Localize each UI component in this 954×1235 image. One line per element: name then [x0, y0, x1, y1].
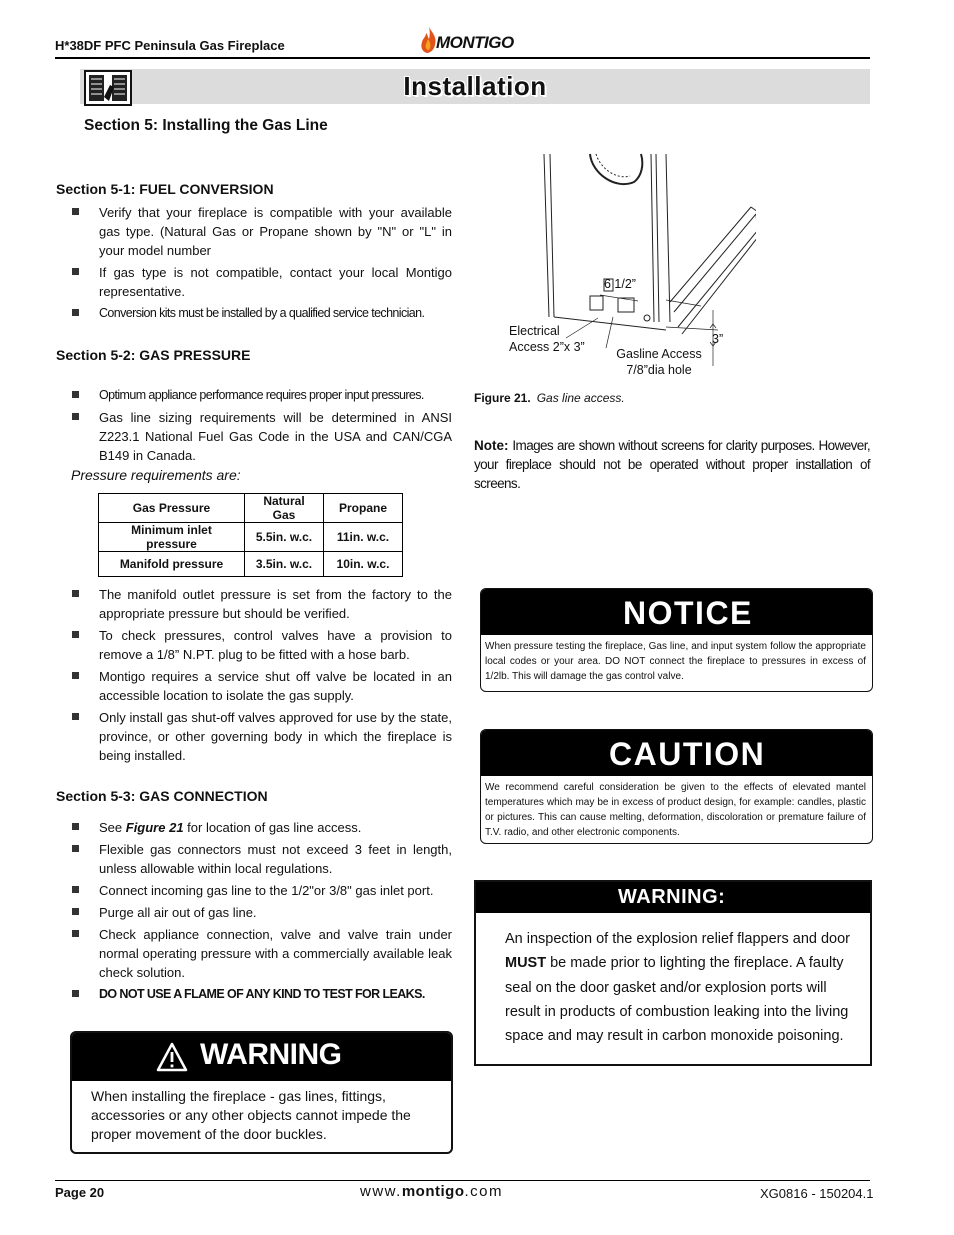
fuel-conversion-heading: Section 5-1: FUEL CONVERSION [56, 181, 274, 197]
warning-header [72, 1033, 451, 1081]
caution-box [480, 729, 873, 844]
notice-box [480, 588, 873, 692]
table-cell: 10in. w.c. [324, 552, 403, 577]
bullet-square-icon [72, 590, 79, 597]
table-cell: 3.5in. w.c. [245, 552, 324, 577]
pressure-table [98, 493, 403, 577]
document-title: H*38DF PFC Peninsula Gas Fireplace [55, 38, 285, 53]
dimension-label: 3” [712, 332, 724, 346]
list-item: Check appliance connection, valve and valve train under normal operating pressure with a commercially available leak check solution. [72, 925, 452, 982]
warning-triangle-icon [156, 1042, 188, 1072]
notice-body: When pressure testing the fireplace, Gas line, and input system follow the appropriate local codes or your area. DO NOT connect the fireplace to pressures in excess of 1/2lb. This will damage the gas control valve. [485, 641, 866, 682]
list-item: Gas line sizing requirements will be determined in ANSI Z223.1 National Fuel Gas Code in the USA and CAN/CGA B149 in Canada. [72, 408, 452, 465]
table-cell: Minimum inlet pressure [99, 523, 245, 552]
figure-21-link[interactable]: Figure 21 [125, 820, 184, 835]
bullet-square-icon [72, 268, 79, 275]
caution-body: We recommend careful consideration be given to the effects of elevated mantel temperatures which may be in excess of product design, for example: candles, plastic or pictures. This can cause melting, deformation, discoloration or premature failure of T.V. radio, and other electronic components. [485, 782, 866, 838]
table-cell: Manifold pressure [99, 552, 245, 577]
installation-banner [80, 69, 870, 104]
table-row [99, 523, 403, 552]
electrical-access-label: Electrical Access 2”x 3” [509, 324, 585, 354]
gas-connection-list [72, 818, 452, 1004]
dimension-label: 6 1/2” [604, 277, 636, 291]
bullet-square-icon [72, 713, 79, 720]
bullet-square-icon [72, 391, 79, 398]
montigo-logo [418, 25, 513, 57]
bullet-square-icon [72, 990, 79, 997]
list-item: Optimum appliance performance requires proper input pressures. [72, 386, 452, 405]
notice-title: NOTICE [481, 589, 872, 635]
page-number: Page 20 [55, 1185, 105, 1200]
figure-caption: Figure 21. Gas line access. [474, 391, 625, 405]
gas-pressure-list-2 [72, 585, 452, 765]
footer-rule [55, 1180, 870, 1181]
gas-pressure-list [72, 386, 452, 465]
list-item: To check pressures, control valves have a provision to remove a 1/8” N.PT. plug to be fitted with a hose barb. [72, 626, 452, 664]
bullet-square-icon [72, 413, 79, 420]
gas-connection-heading: Section 5-3: GAS CONNECTION [56, 788, 268, 804]
bullet-square-icon [72, 823, 79, 830]
bullet-square-icon [72, 886, 79, 893]
bullet-square-icon [72, 631, 79, 638]
list-item: Connect incoming gas line to the 1/2"or 3/8" gas inlet port. [72, 881, 452, 900]
list-item: Conversion kits must be installed by a qualified service technician. [72, 304, 452, 323]
list-item: Montigo requires a service shut off valve be located in an accessible location to isolate the gas supply. [72, 667, 452, 705]
explosion-relief-warning-box [474, 880, 872, 1066]
document-code: XG0816 - 150204.1 [760, 1186, 874, 1201]
list-item: If gas type is not compatible, contact your local Montigo representative. [72, 263, 452, 301]
logo-text: MONTIGO [436, 33, 514, 52]
warning-title: WARNING [200, 1038, 342, 1071]
table-header: Gas Pressure [99, 494, 245, 523]
header-rule [55, 57, 870, 59]
list-item: The manifold outlet pressure is set from the factory to the appropriate pressure but should be verified. [72, 585, 452, 623]
list-item: Verify that your fireplace is compatible with your available gas type. (Natural Gas or Propane shown by "N" or "L" in your model number [72, 203, 452, 260]
warning-colon-title: WARNING: [476, 882, 870, 913]
bullet-square-icon [72, 930, 79, 937]
table-cell: 11in. w.c. [324, 523, 403, 552]
list-item: DO NOT USE A FLAME OF ANY KIND TO TEST FOR LEAKS. [72, 985, 452, 1004]
table-header: Propane [324, 494, 403, 523]
gas-pressure-heading: Section 5-2: GAS PRESSURE [56, 347, 251, 363]
bullet-square-icon [72, 208, 79, 215]
bullet-square-icon [72, 845, 79, 852]
section-title: Section 5: Installing the Gas Line [84, 117, 328, 134]
list-item: Only install gas shut-off valves approved for use by the state, province, or other governing body in which the fireplace is being installed. [72, 708, 452, 765]
list-item: See Figure 21 for location of gas line access. [72, 818, 452, 837]
list-item: Flexible gas connectors must not exceed 3 feet in length, unless allowable within local regulations. [72, 840, 452, 878]
bullet-square-icon [72, 309, 79, 316]
website-url[interactable]: www.montigo.com [360, 1183, 504, 1200]
bullet-square-icon [72, 672, 79, 679]
warning-body: When installing the fireplace - gas lines, fittings, accessories or any other objects cannot impede the proper movement of the door buckles. [91, 1088, 411, 1142]
note-text: Note: Images are shown without screens for clarity purposes. However, your fireplace should not be operated without proper installation of screens. [474, 438, 870, 491]
caution-title: CAUTION [481, 730, 872, 776]
table-header: Natural Gas [245, 494, 324, 523]
list-item: Purge all air out of gas line. [72, 903, 452, 922]
table-row [99, 552, 403, 577]
door-buckles-warning-box [70, 1031, 453, 1154]
fuel-conversion-list [72, 203, 452, 323]
gasline-access-label: Gasline Access 7/8”dia hole [616, 347, 702, 377]
table-header-row [99, 494, 403, 523]
pressure-requirements-label: Pressure requirements are: [71, 467, 241, 483]
table-cell: 5.5in. w.c. [245, 523, 324, 552]
warning-colon-body: An inspection of the explosion relief flappers and door MUST be made prior to lighting the fireplace. A faulty seal on the door gasket and/or explosion ports will result in products of combustion leaking into the living space and may result in carbon monoxide poisoning. [505, 931, 850, 1045]
bullet-square-icon [72, 908, 79, 915]
banner-title: Installation [403, 71, 547, 101]
